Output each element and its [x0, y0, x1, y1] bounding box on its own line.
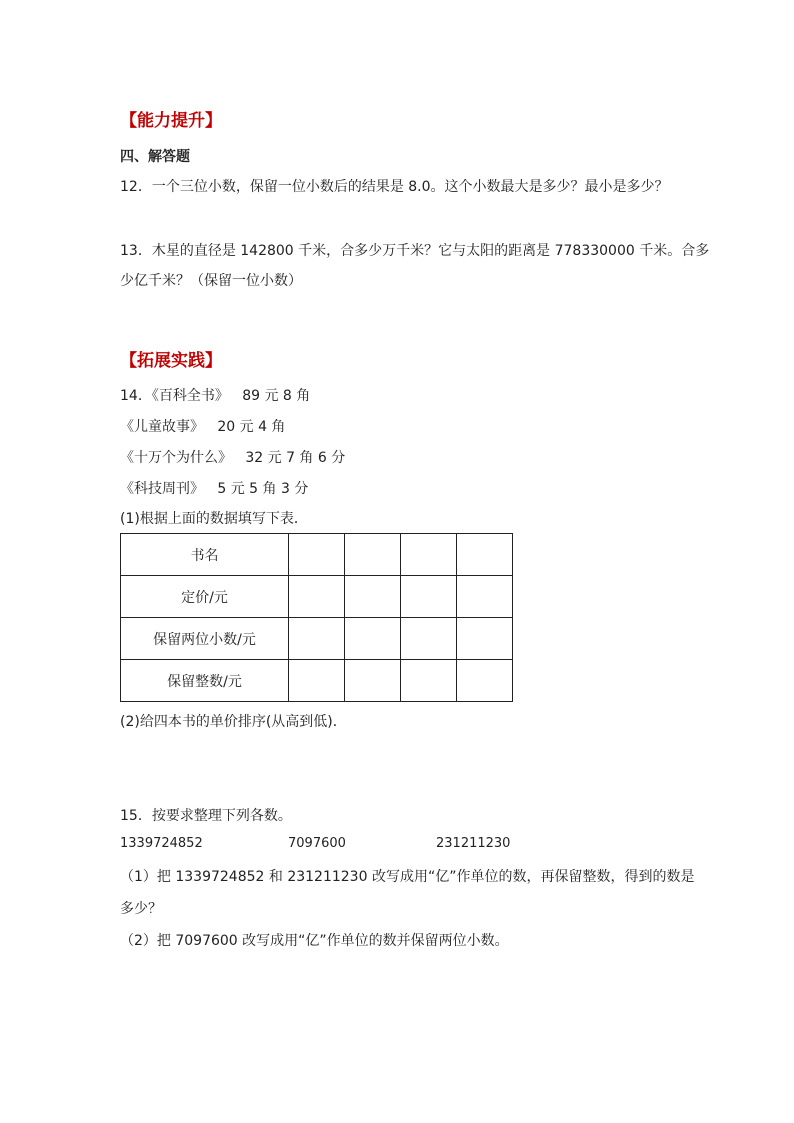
question-14-part2: (2)给四本书的单价排序(从高到低)．: [120, 714, 347, 730]
blank-cell[interactable]: [457, 660, 513, 702]
blank-cell[interactable]: [345, 576, 401, 618]
blank-cell[interactable]: [401, 618, 457, 660]
question-15-part1-line1: （1）把 1339724852 和 231211230 改写成用“亿”作单位的数，再保留整数，得到的数是: [120, 869, 695, 885]
book-line-3: [120, 447, 345, 467]
question-14-number: 14．: [120, 388, 152, 404]
row-header: 定价/元: [121, 576, 289, 618]
section-title-ability: 【能力提升】: [120, 111, 222, 131]
question-14-part1: (1)根据上面的数据填写下表．: [120, 511, 308, 527]
row-header: 保留两位小数/元: [121, 618, 289, 660]
book-name: 《百科全书》: [151, 388, 229, 404]
row-header: 保留整数/元: [121, 660, 289, 702]
blank-cell[interactable]: [401, 534, 457, 576]
question-13-line1: 13．木星的直径是 142800 千米，合多少万千米？它与太阳的距离是 778330000 千米。合多: [120, 243, 710, 259]
blank-cell[interactable]: [289, 618, 345, 660]
number-1: 1339724852: [120, 836, 203, 851]
blank-cell[interactable]: [345, 618, 401, 660]
blank-cell[interactable]: [289, 660, 345, 702]
number-2: 7097600: [288, 836, 346, 851]
table-row: [121, 660, 513, 702]
question-13-line2: 少亿千米？（保留一位小数）: [120, 273, 302, 289]
blank-cell[interactable]: [457, 576, 513, 618]
blank-cell[interactable]: [457, 618, 513, 660]
book-price: 89 元 8 角: [242, 388, 311, 404]
question-15-part1-line2: 多少？: [120, 901, 162, 917]
blank-cell[interactable]: [457, 534, 513, 576]
blank-cell[interactable]: [401, 576, 457, 618]
book-line-1: [120, 385, 310, 405]
blank-cell[interactable]: [289, 534, 345, 576]
fill-in-table: [120, 533, 513, 702]
book-name: 《十万个为什么》: [120, 450, 232, 466]
subtitle-answer-questions: 四、解答题: [120, 149, 190, 165]
book-line-2: [120, 416, 285, 436]
book-line-4: [120, 478, 308, 498]
blank-cell[interactable]: [345, 660, 401, 702]
question-15-part2: （2）把 7097600 改写成用“亿”作单位的数并保留两位小数。: [120, 933, 509, 949]
section-title-practice: 【拓展实践】: [120, 351, 222, 371]
blank-cell[interactable]: [345, 534, 401, 576]
book-name: 《儿童故事》: [120, 419, 204, 435]
book-name: 《科技周刊》: [120, 481, 204, 497]
row-header: 书名: [121, 534, 289, 576]
table-row: [121, 618, 513, 660]
table-row: [121, 534, 513, 576]
book-price: 32 元 7 角 6 分: [245, 450, 346, 466]
number-3: 231211230: [436, 836, 511, 851]
book-price: 5 元 5 角 3 分: [217, 481, 309, 497]
question-12: 12．一个三位小数，保留一位小数后的结果是 8.0。这个小数最大是多少？最小是多少？: [120, 179, 669, 195]
book-price: 20 元 4 角: [217, 419, 286, 435]
blank-cell[interactable]: [401, 660, 457, 702]
table-row: [121, 576, 513, 618]
question-15-title: 15．按要求整理下列各数。: [120, 808, 292, 824]
blank-cell[interactable]: [289, 576, 345, 618]
